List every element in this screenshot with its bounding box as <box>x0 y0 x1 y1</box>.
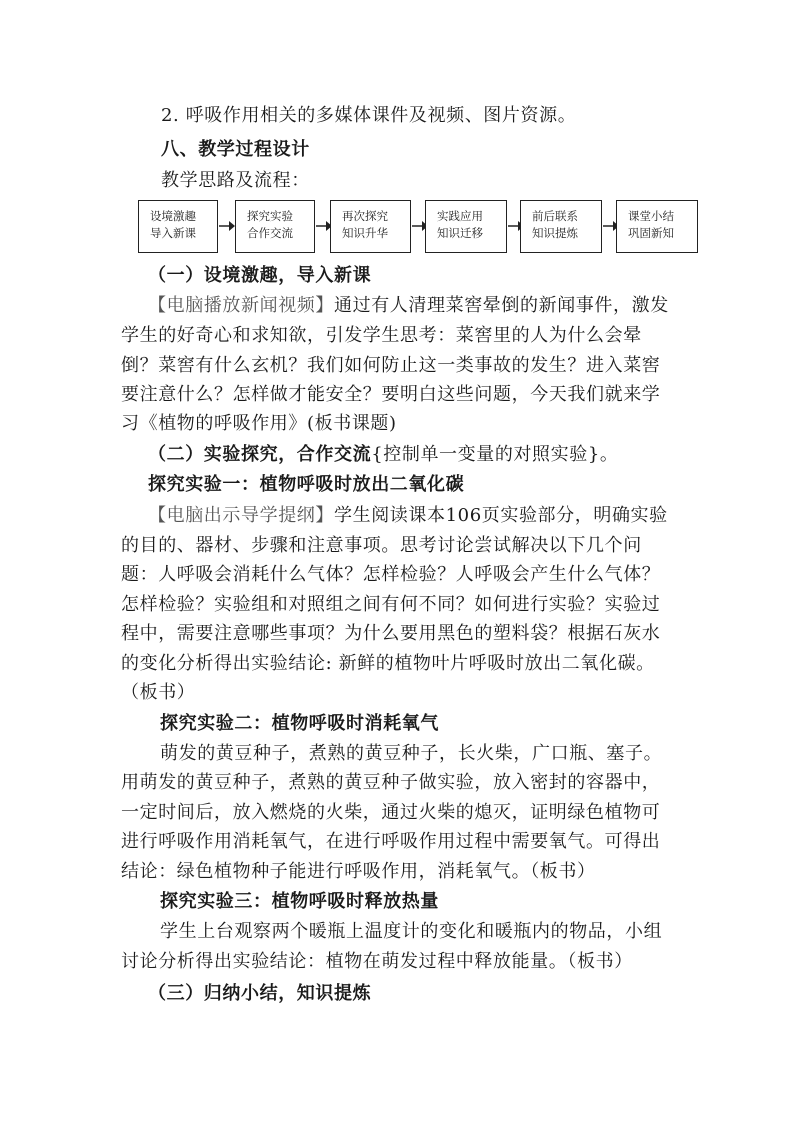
bracket-tag: 【电脑出示导学提纲】 <box>148 505 334 526</box>
flow-step-line: 课堂小结 <box>628 209 674 223</box>
paragraph-line: 进行呼吸作用消耗氧气，在进行呼吸作用过程中需要氧气。可得出 <box>121 831 661 852</box>
flow-step-line: 前后联系 <box>532 209 578 223</box>
paragraph-line: 一定时间后，放入燃烧的火柴，通过火柴的熄灭，证明绿色植物可 <box>121 802 661 823</box>
section-heading: 八、教学过程设计 <box>161 139 310 160</box>
flow-step-line: 合作交流 <box>247 226 293 240</box>
flow-label: 教学思路及流程： <box>161 170 310 191</box>
flow-step-line: 探究实验 <box>247 209 293 223</box>
paragraph-line <box>148 504 668 528</box>
flow-step <box>235 200 315 253</box>
paragraph-line: 习《植物的呼吸作用》(板书课题) <box>121 413 397 434</box>
experiment-title: 探究实验三：植物呼吸时释放热量 <box>160 891 439 912</box>
paragraph-line <box>148 294 669 318</box>
paragraph-line: 怎样检验？实验组和对照组之间有何不同？如何进行实验？实验过 <box>121 594 661 615</box>
flow-step-line: 导入新课 <box>150 226 196 240</box>
arrow-right-icon <box>218 220 236 232</box>
paragraph-line: 学生上台观察两个暖瓶上温度计的变化和暖瓶内的物品，小组 <box>160 921 663 942</box>
flow-step <box>425 200 507 253</box>
subsection-heading: （一）设境激趣，导入新课 <box>148 265 372 286</box>
subsection-heading: （二）实验探究，合作交流 <box>148 444 372 465</box>
flow-step-line: 再次探究 <box>342 209 388 223</box>
subsection-heading-line <box>148 443 619 467</box>
flow-step-line: 实践应用 <box>437 209 483 223</box>
flow-step <box>520 200 602 253</box>
flow-step <box>330 200 411 253</box>
paragraph-line: 题：人呼吸会消耗什么气体？怎样检验？人呼吸会产生什么气体？ <box>121 564 661 585</box>
paragraph-line: 倒？菜窖有什么玄机？我们如何防止这一类事故的发生？进入菜窖 <box>121 355 661 376</box>
paragraph-text: 通过有人清理菜窖晕倒的新闻事件，激发 <box>334 295 669 316</box>
paragraph-line: （板书） <box>121 682 196 703</box>
paragraph-line: 用萌发的黄豆种子，煮熟的黄豆种子做实验，放入密封的容器中， <box>121 772 661 793</box>
flow-step-line: 知识提炼 <box>532 226 578 240</box>
experiment-title: 探究实验一：植物呼吸时放出二氧化碳 <box>148 474 465 495</box>
paragraph-line: 的变化分析得出实验结论: 新鲜的植物叶片呼吸时放出二氧化碳。 <box>121 653 655 674</box>
paragraph-line: 结论：绿色植物种子能进行呼吸作用，消耗氧气。（板书） <box>121 861 596 882</box>
paragraph-line: 萌发的黄豆种子，煮熟的黄豆种子，长火柴，广口瓶、塞子。 <box>160 743 663 764</box>
flow-step-line: 知识迁移 <box>437 226 483 240</box>
paragraph-text: 学生阅读课本106页实验部分，明确实验 <box>334 505 668 526</box>
experiment-title: 探究实验二：植物呼吸时消耗氧气 <box>160 713 439 734</box>
flow-step <box>616 200 698 253</box>
flow-step-line: 设境激趣 <box>150 209 196 223</box>
paragraph-line: 要注意什么？怎样做才能安全？要明白这些问题，今天我们就来学 <box>121 384 661 405</box>
paragraph-line: 的目的、器材、步骤和注意事项。思考讨论尝试解决以下几个问 <box>121 535 642 556</box>
subsection-heading: （三）归纳小结，知识提炼 <box>148 983 372 1004</box>
paragraph-line: 学生的好奇心和求知欲，引发学生思考：菜窖里的人为什么会晕 <box>121 325 642 346</box>
flow-step-line: 知识升华 <box>342 226 388 240</box>
resource-item: 2. 呼吸作用相关的多媒体课件及视频、图片资源。 <box>161 105 577 126</box>
flow-step <box>138 200 218 253</box>
paragraph-line: 程中，需要注意哪些事项？为什么要用黑色的塑料袋？根据石灰水 <box>121 623 661 644</box>
flow-step-line: 巩固新知 <box>628 226 674 240</box>
paragraph-line: 讨论分析得出实验结论：植物在萌发过程中释放能量。（板书） <box>121 951 633 972</box>
subsection-note: {控制单一变量的对照实验}。 <box>371 444 619 465</box>
bracket-tag: 【电脑播放新闻视频】 <box>148 295 334 316</box>
